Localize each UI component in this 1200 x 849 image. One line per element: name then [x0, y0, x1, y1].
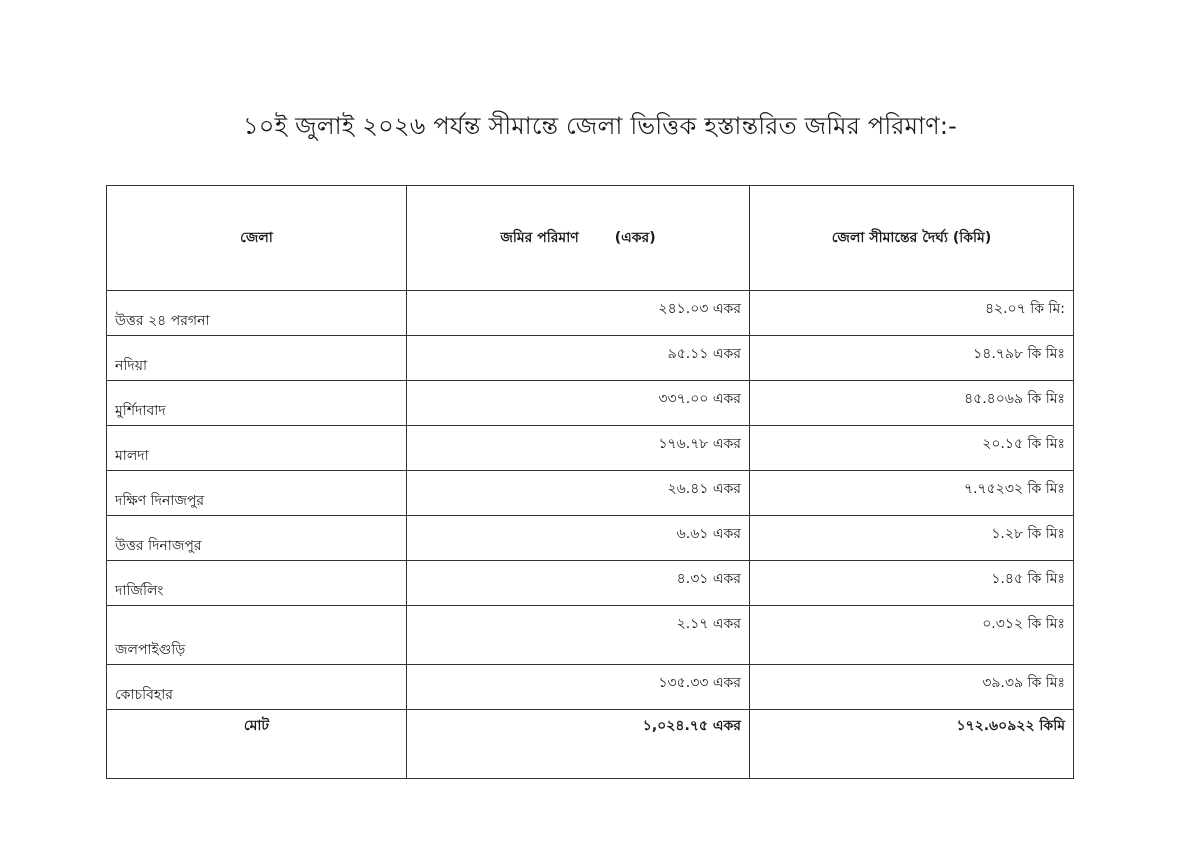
table-row	[107, 665, 1074, 710]
border-length-column-header: জেলা সীমান্তের দৈর্ঘ্য (কিমি)	[750, 186, 1074, 291]
district-cell: কোচবিহার	[107, 665, 407, 710]
district-cell: উত্তর ২৪ পরগনা	[107, 291, 407, 336]
border-length-cell: ৩৯.৩৯ কি মিঃ	[750, 665, 1074, 710]
border-length-cell: ৪২.০৭ কি মি:	[750, 291, 1074, 336]
document-title: ১০ই জুলাই ২০২৬ পর্যন্ত সীমান্তে জেলা ভিত্তিক হস্তান্তরিত জমির পরিমাণ:-	[242, 112, 958, 140]
land-transfer-table	[106, 185, 1074, 779]
border-length-cell: ২০.১৫ কি মিঃ	[750, 426, 1074, 471]
border-length-cell: ৪৫.৪০৬৯ কি মিঃ	[750, 381, 1074, 426]
district-cell: উত্তর দিনাজপুর	[107, 516, 407, 561]
district-cell: জলপাইগুড়ি	[107, 606, 407, 665]
table-row	[107, 471, 1074, 516]
table-header-row	[107, 186, 1074, 291]
land-amount-cell: ২৪১.০৩ একর	[407, 291, 750, 336]
table-row	[107, 291, 1074, 336]
table-row	[107, 561, 1074, 606]
land-amount-cell: ১৭৬.৭৮ একর	[407, 426, 750, 471]
district-column-header: জেলা	[107, 186, 407, 291]
table-row	[107, 606, 1074, 665]
border-length-cell: ১৪.৭৯৮ কি মিঃ	[750, 336, 1074, 381]
border-length-cell: ৭.৭৫২৩২ কি মিঃ	[750, 471, 1074, 516]
district-cell: দক্ষিণ দিনাজপুর	[107, 471, 407, 516]
land-amount-cell: ৪.৩১ একর	[407, 561, 750, 606]
land-amount-cell: ২৬.৪১ একর	[407, 471, 750, 516]
total-row	[107, 710, 1074, 779]
land-amount-header-label: জমির পরিমাণ	[500, 230, 579, 246]
table-row	[107, 381, 1074, 426]
total-land-amount: ১,০২৪.৭৫ একর	[407, 710, 750, 779]
table-row	[107, 426, 1074, 471]
border-length-cell: ১.৪৫ কি মিঃ	[750, 561, 1074, 606]
land-amount-cell: ৩৩৭.০০ একর	[407, 381, 750, 426]
border-length-cell: ১.২৮ কি মিঃ	[750, 516, 1074, 561]
district-cell: দার্জিলিং	[107, 561, 407, 606]
district-cell: নদিয়া	[107, 336, 407, 381]
land-amount-cell: ২.১৭ একর	[407, 606, 750, 665]
total-border-length: ১৭২.৬০৯২২ কিমি	[750, 710, 1074, 779]
table-row	[107, 336, 1074, 381]
land-amount-cell: ৬.৬১ একর	[407, 516, 750, 561]
land-amount-unit-label: (একর)	[614, 230, 656, 246]
total-label: মোট	[107, 710, 407, 779]
land-amount-column-header	[407, 186, 750, 291]
land-amount-cell: ১৩৫.৩৩ একর	[407, 665, 750, 710]
land-amount-cell: ৯৫.১১ একর	[407, 336, 750, 381]
border-length-cell: ০.৩১২ কি মিঃ	[750, 606, 1074, 665]
district-cell: মুর্শিদাবাদ	[107, 381, 407, 426]
district-cell: মালদা	[107, 426, 407, 471]
table-row	[107, 516, 1074, 561]
